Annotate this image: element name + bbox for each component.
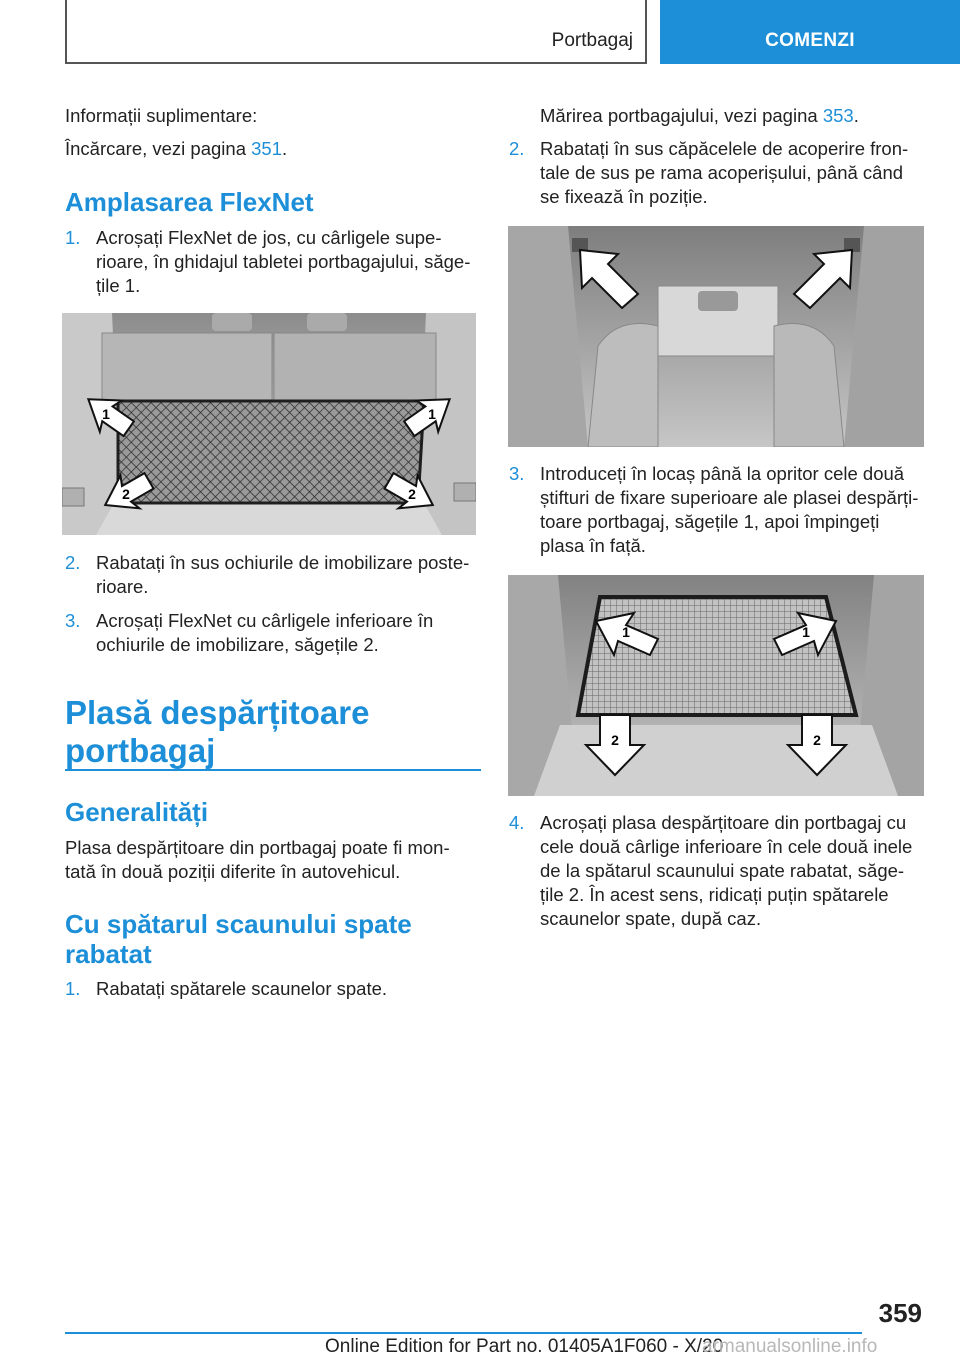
text-line: Plasa despărțitoare din portbagaj poate fi mon‐: [65, 837, 450, 858]
step-line: scaunelor spate, după caz.: [540, 908, 762, 929]
title-line: rabatat: [65, 939, 152, 969]
loading-ref-text: Încărcare, vezi pagina: [65, 138, 252, 159]
step-number: 2.: [509, 138, 525, 159]
footer-edition: Online Edition for Part no. 01405A1F060 - X/20: [325, 1336, 724, 1357]
page-link-353[interactable]: 353: [822, 105, 854, 126]
step-line: Acroșați FlexNet cu cârligele inferioare în: [96, 610, 434, 631]
step-text: [540, 462, 918, 558]
arrow-label: 2: [408, 486, 416, 502]
page-number: 359: [878, 1298, 922, 1328]
step-text: Rabatați spătarele scaunelor spate.: [96, 978, 388, 999]
arrow-label: 2: [813, 732, 821, 748]
flexnet-step-3: [65, 609, 485, 657]
step-number: 1.: [65, 978, 81, 999]
arrow-label: 1: [622, 624, 630, 640]
step-number: 3.: [509, 463, 525, 484]
step-text: [96, 226, 470, 298]
flexnet-step-2: [65, 551, 485, 599]
title-line: Cu spătarul scaunului spate: [65, 909, 412, 939]
header-section-box: [65, 0, 647, 64]
title-line: portbagaj: [65, 732, 216, 769]
step-line: tale de sus pe rama acoperișului, până când: [540, 162, 904, 183]
divider-step-4: [509, 811, 929, 931]
step-text: [540, 137, 908, 209]
step-line: cele două cârlige inferioare în cele două inele: [540, 836, 913, 857]
flexnet-step-1: [65, 226, 485, 298]
step-line: ochiurile de imobilizare, săgețile 2.: [96, 634, 379, 655]
folded-step-1: [65, 977, 485, 1001]
info-label: Informații suplimentare:: [65, 105, 258, 126]
arrow-label: 1: [102, 406, 110, 422]
step-line: Rabatați în sus ochiurile de imobilizare poste‐: [96, 552, 470, 573]
step-line: Acroșați FlexNet de jos, cu cârligele supe‐: [96, 227, 442, 248]
step-text: [96, 551, 469, 599]
title-line: Plasă despărțitoare: [65, 694, 370, 731]
roof-covers-figure: [508, 226, 924, 447]
flexnet-figure: [62, 313, 476, 535]
page-link-351[interactable]: 351: [251, 138, 283, 159]
step-line: rioare.: [96, 576, 149, 597]
step-line: plasa în față.: [540, 535, 646, 556]
text-line: tată în două poziții diferite în autovehicul.: [65, 861, 401, 882]
tab-comenzi[interactable]: COMENZI: [660, 0, 960, 64]
step-number: 3.: [65, 610, 81, 631]
step-number: 2.: [65, 552, 81, 573]
general-text: [65, 836, 485, 884]
step-number: 1.: [65, 227, 81, 248]
divider-step-3: [509, 462, 929, 558]
step-line: știfturi de fixare superioare ale plasei despărți‐: [540, 487, 919, 508]
loading-ref: [65, 137, 287, 161]
step-line: Rabatați în sus căpăcelele de acoperire fron‐: [540, 138, 909, 159]
arrow-label: 1: [428, 406, 436, 422]
watermark: armanualsonline.info: [702, 1336, 878, 1357]
step-line: Introduceți în locaș până la opritor cele două: [540, 463, 905, 484]
step-line: Acroșați plasa despărțitoare din portbagaj cu: [540, 812, 907, 833]
general-title: Generalități: [65, 797, 209, 827]
divider-title: [65, 694, 369, 770]
section-rule: [65, 769, 481, 771]
enlarge-ref: [540, 104, 859, 128]
step-text: [96, 609, 433, 657]
step-line: țile 2. În acest sens, ridicați puțin spătarele: [540, 884, 889, 905]
loading-ref-end: .: [282, 138, 288, 159]
footer-rule: [65, 1332, 862, 1334]
step-line: rioare, în ghidajul tabletei portbagajului, săge‐: [96, 251, 471, 272]
arrow-label: 2: [611, 732, 619, 748]
enlarge-ref-text: Mărirea portbagajului, vezi pagina: [540, 105, 823, 126]
arrow-label: 2: [122, 486, 130, 502]
flexnet-title: Amplasarea FlexNet: [65, 187, 314, 217]
enlarge-ref-end: .: [853, 105, 859, 126]
divider-net-figure: [508, 575, 924, 796]
step-line: de la spătarul scaunului spate rabatat, săge‐: [540, 860, 905, 881]
step-number: 4.: [509, 812, 525, 833]
folded-title: [65, 909, 412, 969]
step-line: se fixează în poziție.: [540, 186, 708, 207]
step-line: țile 1.: [96, 275, 141, 296]
arrow-label: 1: [802, 624, 810, 640]
step-line: toare portbagaj, săgețile 1, apoi împingeți: [540, 511, 880, 532]
divider-step-2: [509, 137, 929, 209]
step-text: [540, 811, 912, 931]
section-title: Portbagaj: [551, 30, 633, 51]
